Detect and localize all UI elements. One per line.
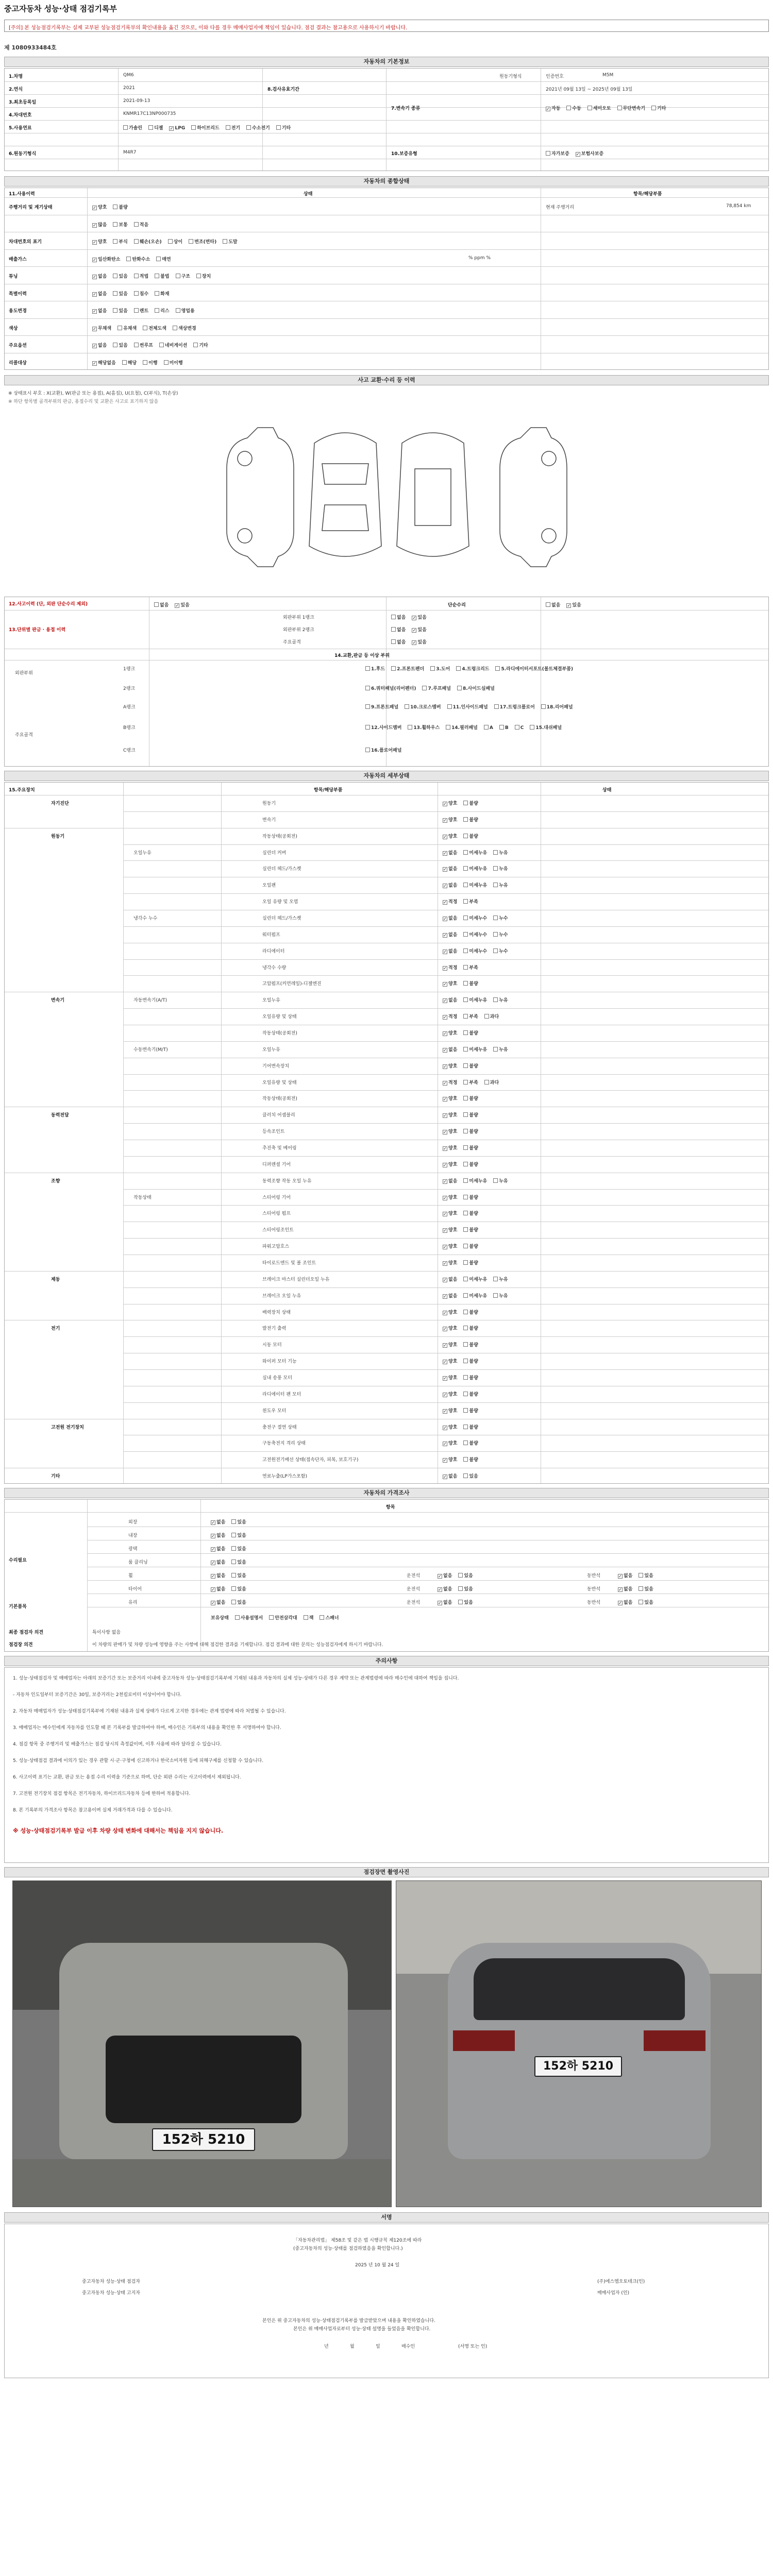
detail-row-line bbox=[123, 811, 769, 812]
section-caution-header: 주의사항 bbox=[4, 1656, 769, 1666]
sign-text-4: 본인은 위 매매사업자로부터 성능·상태 설명을 들었음을 확인합니다. bbox=[293, 2327, 431, 2332]
price-row-options: ✓ 없음 있음 bbox=[211, 1599, 253, 1605]
sign-buyer-sign: (서명 또는 인) bbox=[458, 2344, 488, 2349]
final-opinion-label: 최종 점검자 의견 bbox=[9, 1630, 44, 1635]
wheel-fr bbox=[542, 451, 556, 466]
detail-item-label: 작동상태(공회전) bbox=[262, 1096, 297, 1102]
sign-text-1: 「자동차관리법」 제58조 및 같은 법 시행규칙 제120조에 따라 bbox=[293, 2238, 422, 2243]
caution-item: 5. 성능·상태점검 결과에 이의가 있는 경우 관할 시·군·구청에 신고하거나 한국소비자원 등에 피해구제를 신청할 수 있습니다. bbox=[13, 1758, 264, 1764]
accident-legend: ※ 상태표시 부호 : X(교환), W(판금 또는 용접), A(흠집), U(요철), C(부식), T(손상) bbox=[8, 391, 178, 396]
detail-part-label: 냉각수 누수 bbox=[133, 916, 158, 921]
detail-head-2: 항목/해당부품 bbox=[314, 788, 343, 793]
detail-item-label: 시동 모터 bbox=[262, 1343, 282, 1348]
parts-r1: 1.후드 2.프론트펜더 3.도어 4.트렁크리드 5.라디에이터서포트(볼트체결부품) bbox=[365, 665, 579, 672]
gen-row-label: 용도변경 bbox=[9, 309, 27, 314]
detail-status-options: ✓ 없음 미세누수 누수 bbox=[443, 947, 514, 954]
caution-box bbox=[4, 1667, 769, 1863]
detail-group-label: 변속기 bbox=[51, 998, 65, 1004]
gen-row-options: ✓ 양호 불량 bbox=[92, 204, 134, 210]
gen-row-right-value: 78,854 km bbox=[726, 204, 751, 209]
detail-status-options: ✓ 양호 불량 bbox=[443, 1029, 484, 1036]
detail-item-label: 스티어링 펌프 bbox=[262, 1211, 291, 1217]
label-motor: 6.원동기형식 bbox=[9, 151, 37, 157]
detail-status-options: ✓ 양호 불량 bbox=[443, 833, 484, 839]
parts-r3: 9.프론트패널 10.크로스멤버 11.인사이드패널 17.트렁크플로어 18.리어패널 bbox=[365, 703, 579, 710]
detail-item-label: 실린더 헤드/가스켓 bbox=[262, 916, 301, 921]
detail-status-options: ✓ 없음 미세누유 누유 bbox=[443, 1177, 514, 1184]
detail-item-label: 등속조인트 bbox=[262, 1129, 285, 1135]
value-inspection-period: 2021년 09월 13일 ~ 2025년 09월 13일 bbox=[546, 87, 633, 92]
gen-head-2: 상태 bbox=[304, 192, 313, 197]
detail-status-options: ✓ 없음 미세누수 누수 bbox=[443, 914, 514, 921]
station-opinion-label: 점검장 의견 bbox=[9, 1642, 33, 1648]
detail-status-options: ✓ 양호 불량 bbox=[443, 1210, 484, 1216]
detail-group-label: 기타 bbox=[51, 1474, 60, 1480]
detail-status-options: ✓ 없음 미세누유 누유 bbox=[443, 1292, 514, 1299]
price-row-label: 타이어 bbox=[128, 1587, 142, 1592]
detail-group-label: 원동기 bbox=[51, 834, 65, 839]
rank-row-2: 2랭크 bbox=[123, 686, 136, 691]
detail-status-options: ✓ 적정 부족 bbox=[443, 898, 484, 905]
detail-item-label: 타이로드엔드 및 볼 조인트 bbox=[262, 1261, 316, 1266]
weld-history-label: 13.단위별 판금 · 용접 이력 bbox=[9, 628, 66, 633]
price-row-options: ✓ 없음 있음 bbox=[211, 1518, 253, 1525]
section-detail-header: 자동차의 세부상태 bbox=[4, 771, 769, 781]
detail-row-line bbox=[123, 1090, 769, 1091]
caution-item: 7. 고전원 전기장치 점검 항목은 전기자동차, 하이브리드자동차 등에 한하여 적용합니다. bbox=[13, 1791, 191, 1797]
detail-group-label: 고전원 전기장치 bbox=[51, 1425, 84, 1430]
rank-row-b: B랭크 bbox=[123, 725, 136, 731]
rank-1-options: 없음✓ 있음 bbox=[391, 614, 433, 620]
transmission-options: ✓ 자동 수동 세미오토 무단변속기 기타 bbox=[546, 105, 672, 111]
rank-row-1: 1랭크 bbox=[123, 667, 136, 672]
detail-status-options: ✓ 적정 부족 bbox=[443, 964, 484, 971]
detail-status-options: ✓ 양호 불량 bbox=[443, 1374, 484, 1381]
gen-row-label: 주요옵션 bbox=[9, 343, 27, 348]
detail-part-label: 수동변속기(M/T) bbox=[133, 1047, 168, 1053]
detail-item-label: 워터펌프 bbox=[262, 932, 280, 938]
value-vin: KNMR17C13NP000735 bbox=[123, 111, 176, 116]
detail-row-line bbox=[123, 1156, 769, 1157]
tire-left-label: 운전석 bbox=[407, 1587, 421, 1592]
detail-row-line bbox=[123, 1189, 769, 1190]
document-number: 제 1080933484호 bbox=[4, 44, 57, 51]
gen-row-options: ✓ 해당없음 해당 이행 미이행 bbox=[92, 359, 189, 366]
car-right-side bbox=[500, 428, 567, 567]
price-row-label: 룸 클리닝 bbox=[128, 1560, 148, 1565]
price-row-label: 휠 bbox=[128, 1573, 133, 1579]
section-photos-header: 점검장면 촬영사진 bbox=[4, 1867, 769, 1877]
detail-item-label: 실린더 커버 bbox=[262, 850, 287, 856]
final-opinion-value: 특이사항 없음 bbox=[92, 1630, 121, 1635]
detail-item-label: 오일누유 bbox=[262, 1047, 280, 1053]
gen-row-line bbox=[5, 318, 768, 319]
detail-status-options: ✓ 없음 미세누유 누유 bbox=[443, 996, 514, 1003]
detail-item-label: 오일팬 bbox=[262, 883, 276, 889]
accident-legend-note: ※ 하단 항목별 골격부위의 판금, 용접수리 및 교환은 사고로 표기하지 않음 bbox=[8, 399, 159, 404]
sign-text-2: (중고자동차의 성능·상태를 점검하였음을 확인합니다.) bbox=[293, 2246, 403, 2251]
page-title: 중고자동차 성능·상태 점검기록부 bbox=[4, 4, 117, 13]
price-row-label: 유리 bbox=[128, 1600, 138, 1605]
detail-item-label: 오일유량 및 상태 bbox=[262, 1080, 297, 1086]
label-warranty: 10.보증유형 bbox=[391, 151, 417, 157]
rank-1-label: 외판부위 1랭크 bbox=[283, 615, 314, 620]
detail-status-options: ✓ 양호 불량 bbox=[443, 1439, 484, 1446]
general-table bbox=[4, 188, 769, 370]
accident-table bbox=[4, 597, 769, 767]
detail-row-line bbox=[123, 893, 769, 894]
detail-status-options: ✓ 양호 불량 bbox=[443, 816, 484, 823]
detail-status-options: ✓ 양호 불량 bbox=[443, 1226, 484, 1233]
tire-left-label: 운전석 bbox=[407, 1600, 421, 1605]
price-group-repair: 수리필요 bbox=[9, 1558, 27, 1563]
caution-item: 2. 자동차 매매업자가 성능·상태점검기록부에 기재된 내용과 실제 상태가 다르게 고지한 경우에는 관계 법령에 따라 처벌될 수 있습니다. bbox=[13, 1709, 286, 1714]
sign-buyer: 매수인 bbox=[401, 2344, 415, 2349]
wheel-rl bbox=[238, 529, 252, 543]
caution-item: 1. 성능·상태점검자 및 매매업자는 아래의 보증기간 또는 보증거리 이내에 중고자동차 성능·상태점검기록부에 기재된 내용과 자동차의 실제 성능·상태가 다른 경우 계약 또는 관계법령에 따라 매수인에 대하여 책임을 집니다. bbox=[13, 1676, 459, 1681]
parts-r4: 12.사이드멤버 13.휠하우스 14.필러패널 A B C 15.대쉬패널 bbox=[365, 724, 568, 731]
detail-item-label: 실린더 헤드/가스켓 bbox=[262, 867, 301, 872]
parts-r2: 6.쿼터패널(리어펜더) 7.루프패널 8.사이드실패널 bbox=[365, 685, 501, 691]
price-row-options: ✓ 없음 있음 bbox=[211, 1572, 253, 1579]
detail-group-label: 제동 bbox=[51, 1277, 60, 1282]
gen-row-line bbox=[5, 266, 768, 267]
caution-item: 4. 점검 항목 중 주행거리 및 배출가스는 점검 당시의 측정값이며, 이후 사용에 따라 달라질 수 있습니다. bbox=[13, 1742, 222, 1747]
label-vin: 4.차대번호 bbox=[9, 113, 32, 118]
detail-row-line bbox=[123, 1369, 769, 1370]
detail-part-label: 자동변속기(A/T) bbox=[133, 998, 167, 1004]
detail-row-line bbox=[123, 1287, 769, 1288]
detail-status-options: ✓ 없음 미세누유 누유 bbox=[443, 1276, 514, 1282]
detail-row-line bbox=[123, 926, 769, 927]
detail-item-label: 구동축전지 격리 상태 bbox=[262, 1441, 306, 1447]
price-row-label: 내장 bbox=[128, 1533, 138, 1538]
sign-text-3: 본인은 위 중고자동차의 성능·상태점검기록부를 발급받았으며 내용을 확인하였습니다. bbox=[262, 2318, 435, 2324]
price-row-options: ✓ 없음 있음 bbox=[211, 1545, 253, 1552]
basic-info-table bbox=[4, 68, 769, 171]
detail-status-options: ✓ 양호 불량 bbox=[443, 1095, 484, 1101]
caution-item: 3. 매매업자는 매수인에게 자동차를 인도할 때 본 기록부를 발급하여야 하며, 매수인은 기록부의 내용을 확인한 후 서명하여야 합니다. bbox=[13, 1725, 281, 1731]
value-motor: M4R7 bbox=[123, 150, 137, 155]
label-first-reg: 3.최초등록일 bbox=[9, 100, 37, 105]
section-sign-header: 서명 bbox=[4, 2212, 769, 2223]
detail-item-label: 고전원전기배선 상태(접속단자, 피복, 보호기구) bbox=[262, 1458, 359, 1463]
detail-status-options: ✓ 양호 불량 bbox=[443, 1144, 484, 1151]
basic-items-row: 보유상태 사용설명서 안전삼각대 잭 스패너 bbox=[211, 1616, 339, 1621]
detail-item-label: 라디에이터 팬 모터 bbox=[262, 1392, 301, 1397]
gen-row-options: ✓ 없음 있음 침수 화재 bbox=[92, 290, 176, 297]
gen-row-options: ✓ 없음 있음 적법 불법 구조 장치 bbox=[92, 273, 217, 279]
detail-status-options: ✓ 없음 미세누유 누유 bbox=[443, 865, 514, 872]
parts-r5: 16.플로어패널 bbox=[365, 747, 408, 753]
sign-year: 년 bbox=[324, 2344, 329, 2349]
detail-item-label: 스티어링 기어 bbox=[262, 1195, 291, 1200]
tire-left-options: ✓ 없음 있음 bbox=[438, 1599, 479, 1605]
gen-row-options: ✓ 없음 있음 썬루프 네비게이션 기타 bbox=[92, 342, 214, 348]
price-table bbox=[4, 1499, 769, 1652]
detail-item-label: 충전구 절연 상태 bbox=[262, 1425, 297, 1430]
rear-plate: 152하 5210 bbox=[534, 2056, 622, 2077]
detail-status-options: ✓ 양호 불량 bbox=[443, 1161, 484, 1167]
tire-left-options: ✓ 없음 있음 bbox=[438, 1572, 479, 1579]
detail-part-label: 오일누유 bbox=[133, 850, 152, 856]
detail-item-label: 기어변속장치 bbox=[262, 1063, 290, 1069]
detail-status-options: ✓ 없음 미세누유 누유 bbox=[443, 882, 514, 888]
detail-item-label: 냉각수 수량 bbox=[262, 965, 287, 971]
detail-item-label: 오일유량 및 상태 bbox=[262, 1014, 297, 1020]
car-top bbox=[309, 433, 381, 556]
detail-item-label: 윈도우 모터 bbox=[262, 1408, 287, 1414]
detail-row-line bbox=[123, 1402, 769, 1403]
wheel-rr bbox=[542, 529, 556, 543]
detail-row-line bbox=[123, 1336, 769, 1337]
detail-item-label: 연료누출(LP가스포함) bbox=[262, 1474, 308, 1480]
detail-status-options: ✓ 없음 미세누수 누수 bbox=[443, 931, 514, 938]
rank-row-c: C랭크 bbox=[123, 748, 136, 753]
detail-row-line bbox=[123, 1238, 769, 1239]
outer-label: 외판부위 bbox=[15, 671, 33, 676]
detail-status-options: ✓ 양호 불량 bbox=[443, 1194, 484, 1200]
detail-status-options: ✓ 양호 불량 bbox=[443, 1111, 484, 1118]
simple-repair-options: 없음✓ 있음 bbox=[546, 601, 587, 608]
detail-status-options: ✓ 없음 있음 bbox=[443, 1472, 484, 1479]
label-cert: 인증번호 bbox=[546, 74, 564, 79]
detail-status-options: ✓ 양호 불량 bbox=[443, 980, 484, 987]
sign-notifier-value: 매매사업자 (인) bbox=[597, 2291, 630, 2296]
accident-history-options: 없음✓ 있음 bbox=[154, 601, 196, 608]
rank-2-label: 외판부위 2랭크 bbox=[283, 628, 314, 633]
car-diagram bbox=[216, 412, 577, 577]
frame-label: 주요골격 bbox=[283, 640, 301, 645]
detail-status-options: ✓ 적정 부족 과다 bbox=[443, 1013, 505, 1020]
detail-item-label: 클러치 어셈블리 bbox=[262, 1113, 295, 1118]
gen-row-label: 차대번호의 표기 bbox=[9, 240, 42, 245]
gen-row-label: 색상 bbox=[9, 326, 18, 331]
detail-group-label: 동력전달 bbox=[51, 1113, 69, 1118]
tire-right-label: 동반석 bbox=[587, 1573, 601, 1579]
tire-right-label: 동반석 bbox=[587, 1587, 601, 1592]
label-transmission: 7.변속기 종류 bbox=[391, 106, 421, 111]
sign-day: 일 bbox=[376, 2344, 380, 2349]
price-row-options: ✓ 없음 있음 bbox=[211, 1585, 253, 1592]
value-alt-name: M5M bbox=[602, 73, 614, 78]
sign-box bbox=[4, 2224, 769, 2378]
detail-row-line bbox=[123, 959, 769, 960]
frame-options: 없음✓ 있음 bbox=[391, 638, 433, 645]
tire-right-options: ✓ 없음 있음 bbox=[618, 1572, 660, 1579]
price-group-basic: 기본품목 bbox=[9, 1604, 27, 1609]
detail-item-label: 브레이크 오일 누유 bbox=[262, 1293, 301, 1299]
sign-notifier-label: 중고자동차 성능·상태 고지자 bbox=[82, 2291, 140, 2296]
caution-item: 6. 사고이력 표기는 교환, 판금 또는 용접 수리 이력을 기준으로 하며, 단순 외판 수리는 사고이력에서 제외됩니다. bbox=[13, 1775, 241, 1780]
value-first-reg: 2021-09-13 bbox=[123, 98, 150, 104]
car-bottom bbox=[397, 433, 469, 556]
tire-left-label: 운전석 bbox=[407, 1573, 421, 1579]
caution-item: - 자동차 인도일부터 보증기간은 30일, 보증거리는 2천킬로미터 이상이어야 합니다. bbox=[13, 1692, 182, 1698]
detail-row-line bbox=[123, 1074, 769, 1075]
sign-inspector-label: 중고자동차 성능·상태 점검자 bbox=[82, 2279, 140, 2284]
gen-row-options: ✓ 양호 부식 훼손(오손) 상이 변조(변타) 도말 bbox=[92, 238, 244, 245]
tire-right-options: ✓ 없음 있음 bbox=[618, 1599, 660, 1605]
value-car-name: QM6 bbox=[123, 73, 134, 78]
tire-left-options: ✓ 없음 있음 bbox=[438, 1585, 479, 1592]
detail-item-label: 파워고압호스 bbox=[262, 1244, 290, 1250]
detail-group-label: 전기 bbox=[51, 1326, 60, 1332]
detail-status-options: ✓ 없음 미세누유 누유 bbox=[443, 849, 514, 856]
section-basic-header: 자동차의 기본정보 bbox=[4, 57, 769, 67]
section-general-header: 자동차의 종합상태 bbox=[4, 176, 769, 187]
detail-status-options: ✓ 양호 불량 bbox=[443, 800, 484, 806]
detail-item-label: 라디에이터 bbox=[262, 948, 285, 954]
detail-status-options: ✓ 양호 불량 bbox=[443, 1341, 484, 1348]
detail-row-line bbox=[123, 1123, 769, 1124]
detail-row-line bbox=[123, 1205, 769, 1206]
parts-title: 14.교환,판금 등 이상 부위 bbox=[334, 653, 390, 658]
gen-row-options: ✓ 무채색 유채색 전체도색 색상변경 bbox=[92, 325, 203, 331]
detail-status-options: ✓ 양호 불량 bbox=[443, 1358, 484, 1364]
detail-item-label: 고압펌프(커먼레일)-디젤엔진 bbox=[262, 981, 322, 987]
detail-head-1: 15.주요장치 bbox=[9, 788, 35, 793]
detail-table bbox=[4, 782, 769, 1484]
tire-right-label: 동반석 bbox=[587, 1600, 601, 1605]
accident-history-label: 12.사고이력 (단, 외판 단순수리 제외) bbox=[9, 602, 88, 607]
detail-status-options: ✓ 없음 미세누유 누유 bbox=[443, 1046, 514, 1053]
sign-date: 2025 년 10 월 24 일 bbox=[355, 2263, 400, 2268]
rank-row-a: A랭크 bbox=[123, 705, 136, 710]
tire-right-options: ✓ 없음 있음 bbox=[618, 1585, 660, 1592]
gen-head-1: 11.사용이력 bbox=[9, 192, 35, 197]
detail-status-options: ✓ 양호 불량 bbox=[443, 1391, 484, 1397]
detail-status-options: ✓ 양호 불량 bbox=[443, 1407, 484, 1414]
gen-row-options: ✓ 없음 있음 렌트 리스 영업용 bbox=[92, 307, 201, 314]
caution-final: ※ 성능·상태점검기록부 발급 이후 차량 상태 변화에 대해서는 책임을 지지 않습니다. bbox=[13, 1827, 224, 1834]
price-row-line bbox=[87, 1553, 769, 1554]
detail-item-label: 오일 유량 및 오염 bbox=[262, 900, 298, 905]
detail-status-options: ✓ 양호 불량 bbox=[443, 1243, 484, 1249]
gen-row-line bbox=[5, 335, 768, 336]
detail-item-label: 스티어링조인트 bbox=[262, 1228, 294, 1233]
label-year: 2.연식 bbox=[9, 87, 23, 92]
front-photo bbox=[12, 1880, 392, 2207]
label-inspection-period: 8.검사유효기간 bbox=[267, 87, 299, 92]
fuel-options: 가솔린 디젤✓ LPG 하이브리드 전기 수소전기 기타 bbox=[123, 124, 297, 131]
sign-month: 월 bbox=[350, 2344, 355, 2349]
detail-row-line bbox=[123, 1451, 769, 1452]
detail-item-label: 브레이크 마스터 실린더오일 누유 bbox=[262, 1277, 330, 1282]
warranty-options: 자가보증✓ 보험사보증 bbox=[546, 150, 610, 157]
detail-part-label: 작동상태 bbox=[133, 1195, 152, 1200]
gen-row-label: 주행거리 및 계기상태 bbox=[9, 205, 53, 210]
gen-row-right-label: 현재 주행거리 bbox=[546, 205, 575, 210]
detail-row-line bbox=[5, 1271, 768, 1272]
price-row-options: ✓ 없음 있음 bbox=[211, 1558, 253, 1565]
detail-row-line bbox=[123, 1041, 769, 1042]
detail-item-label: 변속기 bbox=[262, 817, 276, 823]
label-engine-type: 원동기형식 bbox=[499, 74, 522, 79]
gen-head-3: 항목/해당부품 bbox=[633, 192, 662, 197]
gen-row-options: ✓ 일산화탄소 탄화수소 매연 bbox=[92, 256, 177, 262]
detail-item-label: 동력조향 작동 오일 누유 bbox=[262, 1178, 312, 1184]
label-car-name: 1.차명 bbox=[9, 74, 23, 79]
station-opinion-value: 이 차량의 판매가 및 차량 성능에 영향을 주는 사항에 대해 점검한 결과를 기재합니다. 점검 결과에 대한 문의는 성능점검자에게 하시기 바랍니다. bbox=[92, 1642, 383, 1648]
detail-item-label: 추진축 및 베어링 bbox=[262, 1146, 297, 1151]
sign-inspector-value: (주)에스엠오토테크(인) bbox=[597, 2279, 645, 2284]
detail-row-line bbox=[123, 975, 769, 976]
detail-status-options: ✓ 양호 불량 bbox=[443, 1423, 484, 1430]
price-row-options: ✓ 없음 있음 bbox=[211, 1532, 253, 1538]
detail-row-line bbox=[123, 1008, 769, 1009]
gen-row-line bbox=[5, 249, 768, 250]
detail-item-label: 작동상태(공회전) bbox=[262, 1031, 297, 1036]
detail-item-label: 와이퍼 모터 기능 bbox=[262, 1359, 297, 1365]
detail-status-options: ✓ 양호 불량 bbox=[443, 1309, 484, 1315]
detail-item-label: 발전기 출력 bbox=[262, 1326, 287, 1332]
frame-group-label: 주요골격 bbox=[15, 733, 33, 738]
detail-row-line bbox=[123, 860, 769, 861]
price-head: 항목 bbox=[386, 1505, 395, 1510]
detail-status-options: ✓ 적정 부족 과다 bbox=[443, 1079, 505, 1086]
front-plate: 152하 5210 bbox=[152, 2128, 255, 2151]
detail-status-options: ✓ 양호 불량 bbox=[443, 1456, 484, 1463]
detail-head-3: 상태 bbox=[602, 788, 612, 793]
gen-row-label: 배출가스 bbox=[9, 257, 27, 262]
gen-row-label: 튜닝 bbox=[9, 274, 18, 279]
detail-status-options: ✓ 양호 불량 bbox=[443, 1062, 484, 1069]
value-year: 2021 bbox=[123, 86, 135, 91]
simple-repair-label: 단순수리 bbox=[448, 603, 466, 608]
label-fuel: 5.사용연료 bbox=[9, 126, 32, 131]
rear-photo bbox=[396, 1880, 762, 2207]
detail-item-label: 실내 송풍 모터 bbox=[262, 1376, 292, 1381]
detail-item-label: 디퍼렌셜 기어 bbox=[262, 1162, 291, 1167]
gen-row-label: 리콜대상 bbox=[9, 360, 27, 366]
detail-status-options: ✓ 양호 불량 bbox=[443, 1128, 484, 1134]
car-left-side bbox=[227, 428, 294, 567]
gen-row-options: ✓많음 보통 적음 bbox=[92, 221, 155, 228]
detail-item-label: 오일누유 bbox=[262, 998, 280, 1004]
detail-status-options: ✓ 양호 불량 bbox=[443, 1259, 484, 1266]
price-row-label: 외장 bbox=[128, 1520, 138, 1525]
section-accident-header: 사고 교환·수리 등 이력 bbox=[4, 375, 769, 385]
rank-2-options: 없음✓ 있음 bbox=[391, 626, 433, 633]
detail-item-label: 원동기 bbox=[262, 801, 276, 806]
detail-group-label: 자기진단 bbox=[51, 801, 69, 806]
section-price-header: 자동차의 가격조사 bbox=[4, 1488, 769, 1498]
detail-row-line bbox=[123, 844, 769, 845]
wheel-fl bbox=[238, 451, 252, 466]
price-row-label: 광택 bbox=[128, 1547, 138, 1552]
detail-group-label: 조향 bbox=[51, 1178, 60, 1184]
gen-row-label: 특별이력 bbox=[9, 291, 27, 297]
detail-item-label: 작동상태(공회전) bbox=[262, 834, 297, 839]
detail-status-options: ✓ 양호 불량 bbox=[443, 1325, 484, 1331]
price-row-line bbox=[87, 1580, 769, 1581]
notice-box: [주의] 본 성능점검기록부는 실제 교부된 성능점검기록부의 확인내용을 옮긴 것으로, 이와 다를 경우 매매사업자에 책임이 있습니다. 점검 결과는 참고용으로 사용하시기 바랍니다. bbox=[4, 20, 769, 32]
detail-item-label: 배력장치 상태 bbox=[262, 1310, 291, 1315]
caution-item: 8. 본 기록부의 가격조사 항목은 참고용이며 실제 거래가격과 다를 수 있습니다. bbox=[13, 1808, 173, 1813]
gen-row-unit: % ppm % bbox=[468, 255, 491, 261]
